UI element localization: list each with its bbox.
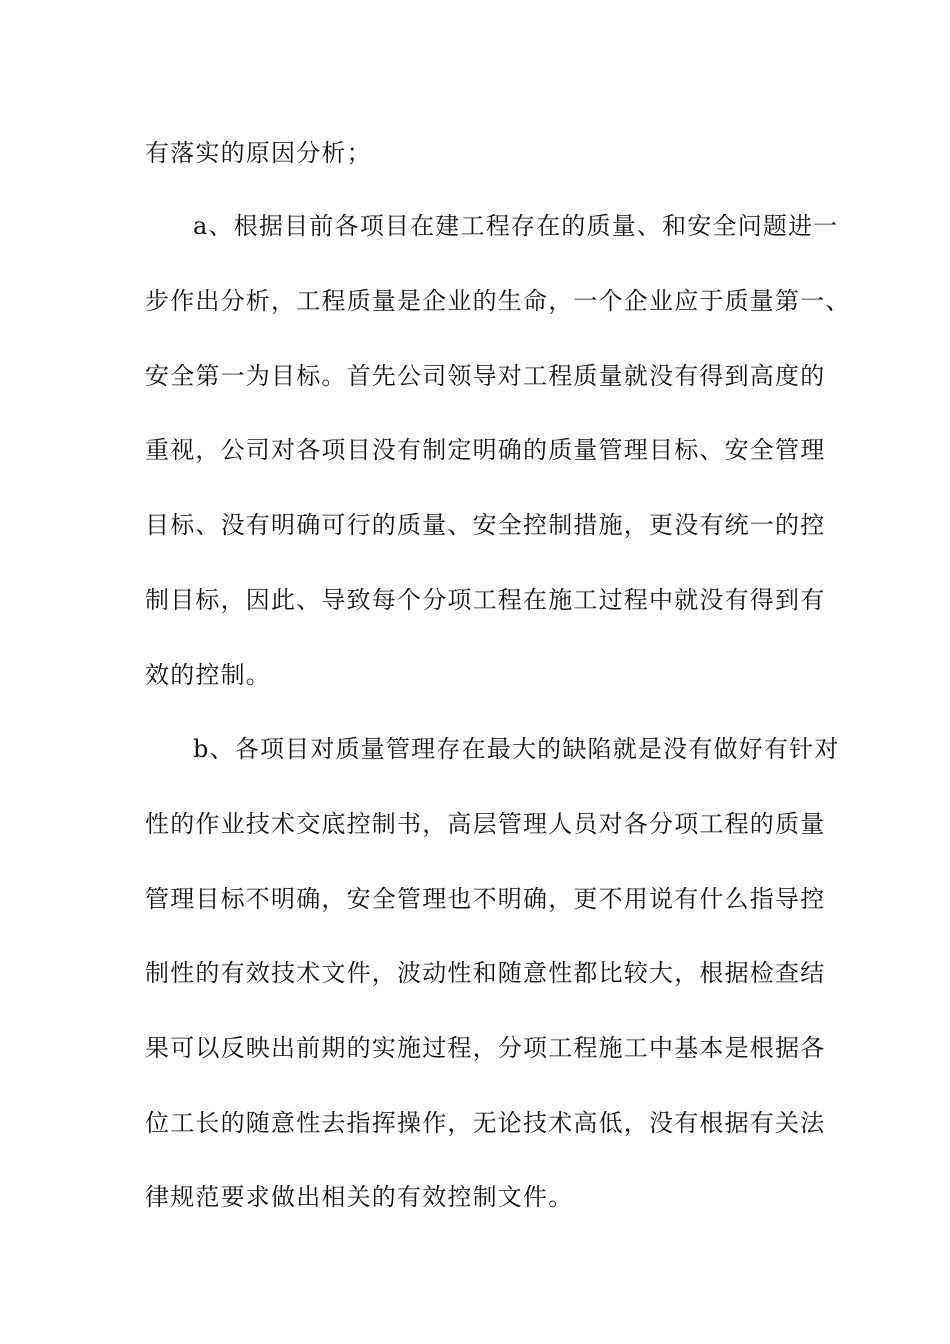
paragraph-line: 重视，公司对各项目没有制定明确的质量管理目标、安全管理 [145,436,826,464]
paragraph-line: 效的控制。 [145,661,271,689]
paragraph-line: 管理目标不明确，安全管理也不明确，更不用说有什么指导控 [145,885,826,913]
paragraph-line: 制目标，因此、导致每个分项工程在施工过程中就没有得到有 [145,586,826,614]
paragraph-line: 安全第一为目标。首先公司领导对工程质量就没有得到高度的 [145,362,826,390]
paragraph-line: 制性的有效技术文件，波动性和随意性都比较大，根据检查结 [145,959,826,987]
paragraph-line: 有落实的原因分析； [145,139,372,167]
paragraph-line: 目标、没有明确可行的质量、安全控制措施，更没有统一的控 [145,511,826,539]
paragraph-line: a、根据目前各项目在建工程存在的质量、和安全问题进一 [193,212,839,240]
paragraph-line: 步作出分析，工程质量是企业的生命，一个企业应于质量第一、 [145,287,851,315]
paragraph-line: b、各项目对质量管理存在最大的缺陷就是没有做好有针对 [193,735,840,763]
paragraph-line: 位工长的随意性去指挥操作，无论技术高低，没有根据有关法 [145,1109,826,1137]
paragraph-line: 律规范要求做出相关的有效控制文件。 [145,1183,574,1211]
paragraph-line: 果可以反映出前期的实施过程，分项工程施工中基本是根据各 [145,1034,826,1062]
paragraph-line: 性的作业技术交底控制书，高层管理人员对各分项工程的质量 [145,810,826,838]
